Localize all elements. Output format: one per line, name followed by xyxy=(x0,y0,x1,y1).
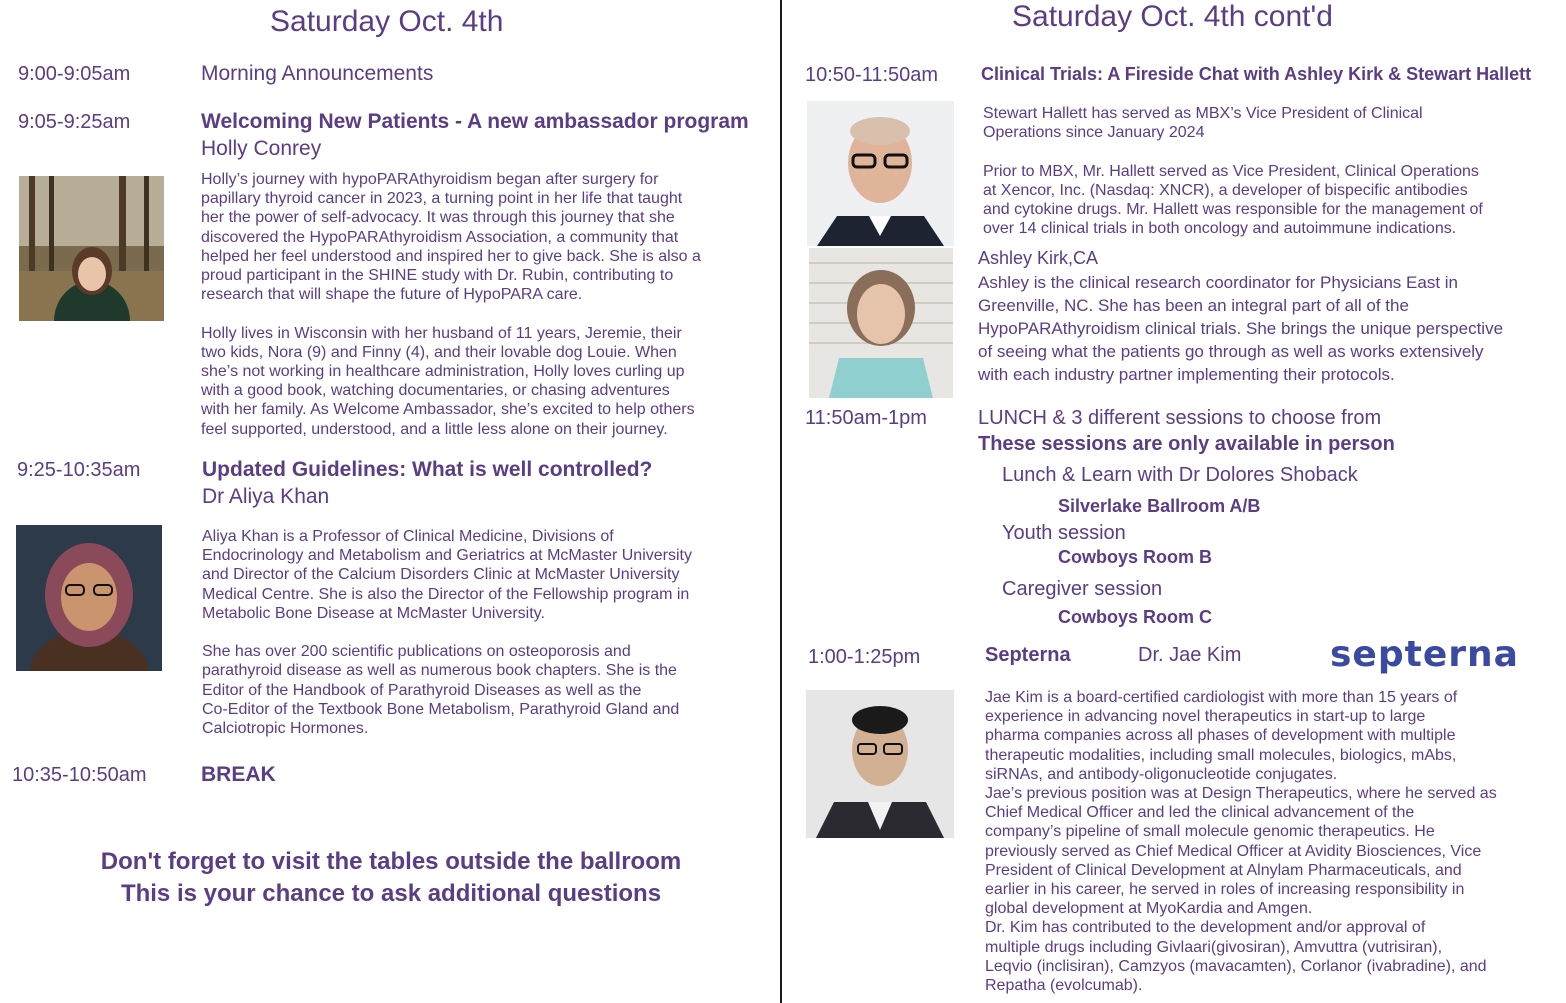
session-time: 9:00-9:05am xyxy=(18,63,131,85)
speaker-name: Dr Aliya Khan xyxy=(202,485,330,508)
speaker-photo xyxy=(806,690,954,838)
session-time: 9:25-10:35am xyxy=(17,459,141,481)
session-title: Morning Announcements xyxy=(201,62,434,85)
session-time: 10:50-11:50am xyxy=(805,64,939,86)
speaker-photo-image xyxy=(806,690,954,838)
session-title: LUNCH & 3 different sessions to choose from xyxy=(978,407,1382,429)
speaker-photo xyxy=(16,525,162,671)
septerna-logo: septerna xyxy=(1330,634,1519,675)
session-title: Updated Guidelines: What is well controlled? xyxy=(202,458,653,481)
speaker-photo-image xyxy=(807,101,954,246)
session-time: 11:50am-1pm xyxy=(805,407,927,429)
lunch-option-room: Cowboys Room C xyxy=(1058,607,1213,627)
speaker-photo xyxy=(807,101,954,246)
page-heading-right: Saturday Oct. 4th cont'd xyxy=(1012,0,1333,33)
session-title: BREAK xyxy=(201,763,276,786)
session-title: Clinical Trials: A Fireside Chat with Ashley Kirk & Stewart Hallett xyxy=(981,64,1532,84)
speaker-bio: Aliya Khan is a Professor of Clinical Medicine, Divisions of Endocrinology and Metabolism and Geriatrics at McMaster University and Director of the Calcium Disorders Clinic at McMaster University Medical Centre. She is also the Director of the Fellowship program in Metabolic Bone Disease at McMaster University. She has over 200 scientific publications on osteoporosis and parathyroid disease as well as numerous book chapters. She is the Editor of the Handbook of Parathyroid Diseases as well as the Co-Editor of the Textbook Bone Metabolism, Parathyroid Gland and Calciotropic Hormones. xyxy=(202,528,692,738)
lunch-option-name: Youth session xyxy=(1002,522,1126,544)
speaker-name: Holly Conrey xyxy=(201,137,322,160)
page-heading-left: Saturday Oct. 4th xyxy=(270,5,504,38)
session-time: 10:35-10:50am xyxy=(12,764,147,786)
footer-note: Don't forget to visit the tables outside the ballroom xyxy=(100,848,682,875)
session-time: 9:05-9:25am xyxy=(18,111,131,133)
session-time: 1:00-1:25pm xyxy=(808,646,921,668)
speaker-photo-image xyxy=(809,248,953,398)
footer-note: This is your chance to ask additional questions xyxy=(120,880,662,907)
speaker-bio: Holly’s journey with hypoPARAthyroidism began after surgery for papillary thyroid cancer in 2023, a turning point in her life that taught her the power of self-advocacy. It was through this journey that she discovered the HypoPARAthyroidism Association, a community that helped her feel understood and inspired her to give back. She is also a proud participant in the SHINE study with Dr. Rubin, contributing to research that will shape the future of HypoPARA care. Holly lives in Wisconsin with her husband of 11 years, Jeremie, their two kids, Nora (9) and Finny (4), and their lovable dog Louie. When she’s not working in healthcare administration, Holly loves curling up with a good book, watching documentaries, or chasing adventures with her family. As Welcome Ambassador, she’s excited to help others feel supported, understood, and a little less alone on their journey. xyxy=(201,171,701,438)
lunch-option-name: Lunch & Learn with Dr Dolores Shoback xyxy=(1002,464,1358,486)
speaker-name: Dr. Jae Kim xyxy=(1138,644,1242,666)
speaker-photo-image xyxy=(19,176,164,321)
speaker-photo xyxy=(809,248,953,398)
speaker-photo-image xyxy=(16,525,162,671)
speaker-bio: Ashley is the clinical research coordinator for Physicians East in Greenville, NC. She has been an integral part of all of the HypoPARAthyroidism clinical trials. She brings the unique perspective of seeing what the patients go through as well as works extensively with each industry partner implementing their protocols. xyxy=(978,273,1504,384)
lunch-option-room: Cowboys Room B xyxy=(1058,547,1213,567)
speaker-photo xyxy=(19,176,164,321)
speaker-bio: Jae Kim is a board-certified cardiologist with more than 15 years of experience in advancing novel therapeutics in start-up to large pharma companies across all phases of development with multiple therapeutic modalities, including small molecules, biologics, mAbs, siRNAs, and antibody-oligonucleotide conjugates. Jae’s previous position was at Design Therapeutics, where he served as Chief Medical Officer and led the clinical advancement of the company’s pipeline of small molecule genomic therapeutics. He previously served as Chief Medical Officer at Avidity Biosciences, Vice President of Clinical Development at Alnylam Pharmaceuticals, and earlier in his career, he served in roles of increasing responsibility in global development at MyoKardia and Amgen. Dr. Kim has contributed to the development and/or approval of multiple drugs including Givlaari(givosiran), Amvuttra (vutrisiran), Leqvio (inclisiran), Camzyos (mavacamten), Corlanor (ivabradine), and Repatha (evolcumab). xyxy=(985,689,1497,995)
lunch-option-name: Caregiver session xyxy=(1002,578,1163,600)
speaker-name: Ashley Kirk,CA xyxy=(978,248,1099,268)
session-title: Welcoming New Patients - A new ambassador program xyxy=(201,110,749,133)
session-title: Septerna xyxy=(985,644,1071,666)
speaker-bio: Stewart Hallett has served as MBX’s Vice President of Clinical Operations since January 2024 Prior to MBX, Mr. Hallett served as Vice President, Clinical Operations at Xencor, Inc. (Nasdaq: XNCR), a developer of bispecific antibodies and cytokine drugs. Mr. Hallett was responsible for the management of over 14 clinical trials in both oncology and autoimmune indications. xyxy=(983,105,1483,238)
lunch-option-room: Silverlake Ballroom A/B xyxy=(1058,496,1261,516)
session-note: These sessions are only available in person xyxy=(978,433,1395,455)
